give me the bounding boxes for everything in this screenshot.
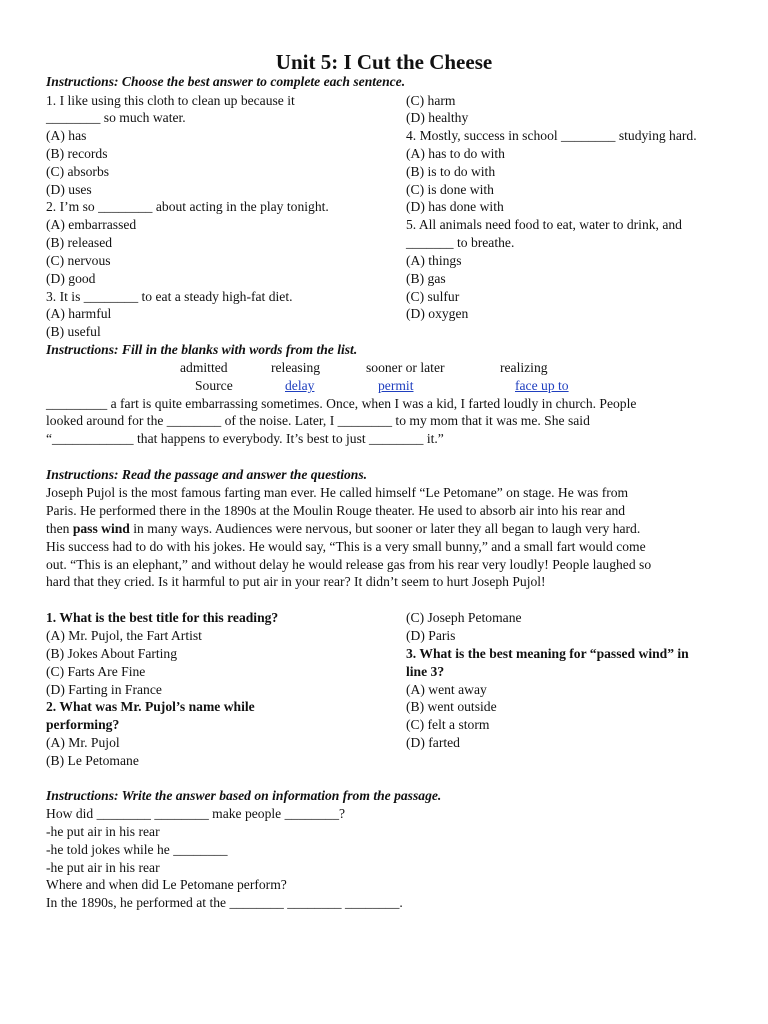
reading-passage-line: out. “This is an elephant,” and without delay he would release gas from his rear very loudly! People laughed so — [46, 557, 652, 572]
q3-option: (D) farted — [406, 735, 460, 750]
s1-right-line: (B) gas — [406, 271, 446, 286]
s1-right-line: (D) has done with — [406, 199, 504, 214]
s1-right-line: 4. Mostly, success in school ________ studying hard. — [406, 128, 697, 143]
reading-passage-line: hard that they cried. Is it harmful to put air in your rear? It didn’t seem to hurt Joseph Pujol! — [46, 574, 546, 589]
fill-passage-line: “____________ that happens to everybody. It’s best to just ________ it.” — [46, 431, 444, 446]
s1-right-line: (C) harm — [406, 93, 456, 108]
s1-left-line: (A) embarrassed — [46, 217, 137, 232]
s1-right-line: (C) sulfur — [406, 289, 460, 304]
s1-right-line: _______ to breathe. — [406, 235, 515, 250]
s1-left-line: (A) has — [46, 128, 87, 143]
reading-passage-line: Paris. He performed there in the 1890s at the Moulin Rouge theater. He used to absorb air into his rear and — [46, 503, 626, 518]
s1-right-line: (D) oxygen — [406, 306, 469, 321]
q2-option: (B) Le Petomane — [46, 753, 139, 768]
s1-left-line: 2. I’m so ________ about acting in the play tonight. — [46, 199, 329, 214]
s1-left-line: (A) harmful — [46, 306, 112, 321]
s1-right-line: (A) has to do with — [406, 146, 505, 161]
q1-option: (B) Jokes About Farting — [46, 646, 178, 661]
question-1: 1. What is the best title for this reading? — [46, 610, 279, 625]
s1-right-line: 5. All animals need food to eat, water to drink, and — [406, 217, 682, 232]
section1-instructions: Instructions: Choose the best answer to complete each sentence. — [46, 74, 406, 89]
q2-option: (C) Joseph Petomane — [406, 610, 522, 625]
s1-right-line: (B) is to do with — [406, 164, 496, 179]
question-2-cont: performing? — [46, 717, 120, 732]
s1-left-line: (D) good — [46, 271, 96, 286]
s1-right-line: (A) things — [406, 253, 462, 268]
section2-instructions: Instructions: Fill in the blanks with words from the list. — [46, 342, 358, 357]
question-3: 3. What is the best meaning for “passed wind” in — [406, 646, 689, 661]
fill-passage-line: _________ a fart is quite embarrassing sometimes. Once, when I was a kid, I farted loudly in church. People — [46, 396, 637, 411]
answer-line: -he put air in his rear — [46, 824, 160, 839]
question-3-cont: line 3? — [406, 664, 445, 679]
question-2: 2. What was Mr. Pujol’s name while — [46, 699, 255, 714]
q1-option: (A) Mr. Pujol, the Fart Artist — [46, 628, 202, 643]
q3-option: (C) felt a storm — [406, 717, 490, 732]
reading-passage-line — [46, 520, 640, 538]
passage-text: then — [46, 521, 73, 536]
answer-line: -he put air in his rear — [46, 860, 160, 875]
q1-option: (C) Farts Are Fine — [46, 664, 146, 679]
s1-right-line: (D) healthy — [406, 110, 469, 125]
word-bank-item: Source — [195, 378, 233, 393]
word-bank-item: admitted — [180, 360, 228, 375]
q3-option: (B) went outside — [406, 699, 497, 714]
s1-left-line: (B) useful — [46, 324, 101, 339]
word-bank-item: realizing — [500, 360, 548, 375]
word-bank-item: sooner or later — [366, 360, 445, 375]
word-bank-link-delay[interactable]: delay — [285, 378, 315, 393]
word-bank-link-permit[interactable]: permit — [378, 378, 414, 393]
q3-option: (A) went away — [406, 682, 487, 697]
s1-left-line: 1. I like using this cloth to clean up because it — [46, 93, 295, 108]
s1-left-line: (C) nervous — [46, 253, 111, 268]
q1-option: (D) Farting in France — [46, 682, 162, 697]
s1-left-line: 3. It is ________ to eat a steady high-fat diet. — [46, 289, 293, 304]
word-bank-link-face-up-to[interactable]: face up to — [515, 378, 569, 393]
s1-left-line: (B) records — [46, 146, 108, 161]
s1-left-line: ________ so much water. — [46, 110, 186, 125]
passage-text: in many ways. Audiences were nervous, but sooner or later they all began to laugh very hard. — [129, 521, 641, 536]
s1-left-line: (C) absorbs — [46, 164, 110, 179]
answer-line: How did ________ ________ make people ________? — [46, 806, 346, 821]
s1-right-line: (C) is done with — [406, 182, 494, 197]
reading-passage-line: Joseph Pujol is the most famous farting man ever. He called himself “Le Petomane” on stage. He was from — [46, 485, 629, 500]
section3-instructions: Instructions: Read the passage and answer the questions. — [46, 467, 368, 482]
fill-passage-line: looked around for the ________ of the noise. Later, I ________ to my mom that it was me. She said — [46, 413, 590, 428]
reading-passage-line: His success had to do with his jokes. He would say, “This is a very small bunny,” and a small fart would come — [46, 539, 646, 554]
word-bank-item: releasing — [271, 360, 321, 375]
s1-left-line: (B) released — [46, 235, 113, 250]
pass-wind-term: pass wind — [72, 521, 130, 536]
section4-instructions: Instructions: Write the answer based on information from the passage. — [46, 788, 442, 803]
answer-line: Where and when did Le Petomane perform? — [46, 877, 287, 892]
page-title: Unit 5: I Cut the Cheese — [275, 50, 493, 74]
s1-left-line: (D) uses — [46, 182, 92, 197]
answer-line: -he told jokes while he ________ — [46, 842, 228, 857]
q2-option: (D) Paris — [406, 628, 456, 643]
q2-option: (A) Mr. Pujol — [46, 735, 120, 750]
answer-line: In the 1890s, he performed at the ________ ________ ________. — [46, 895, 403, 910]
